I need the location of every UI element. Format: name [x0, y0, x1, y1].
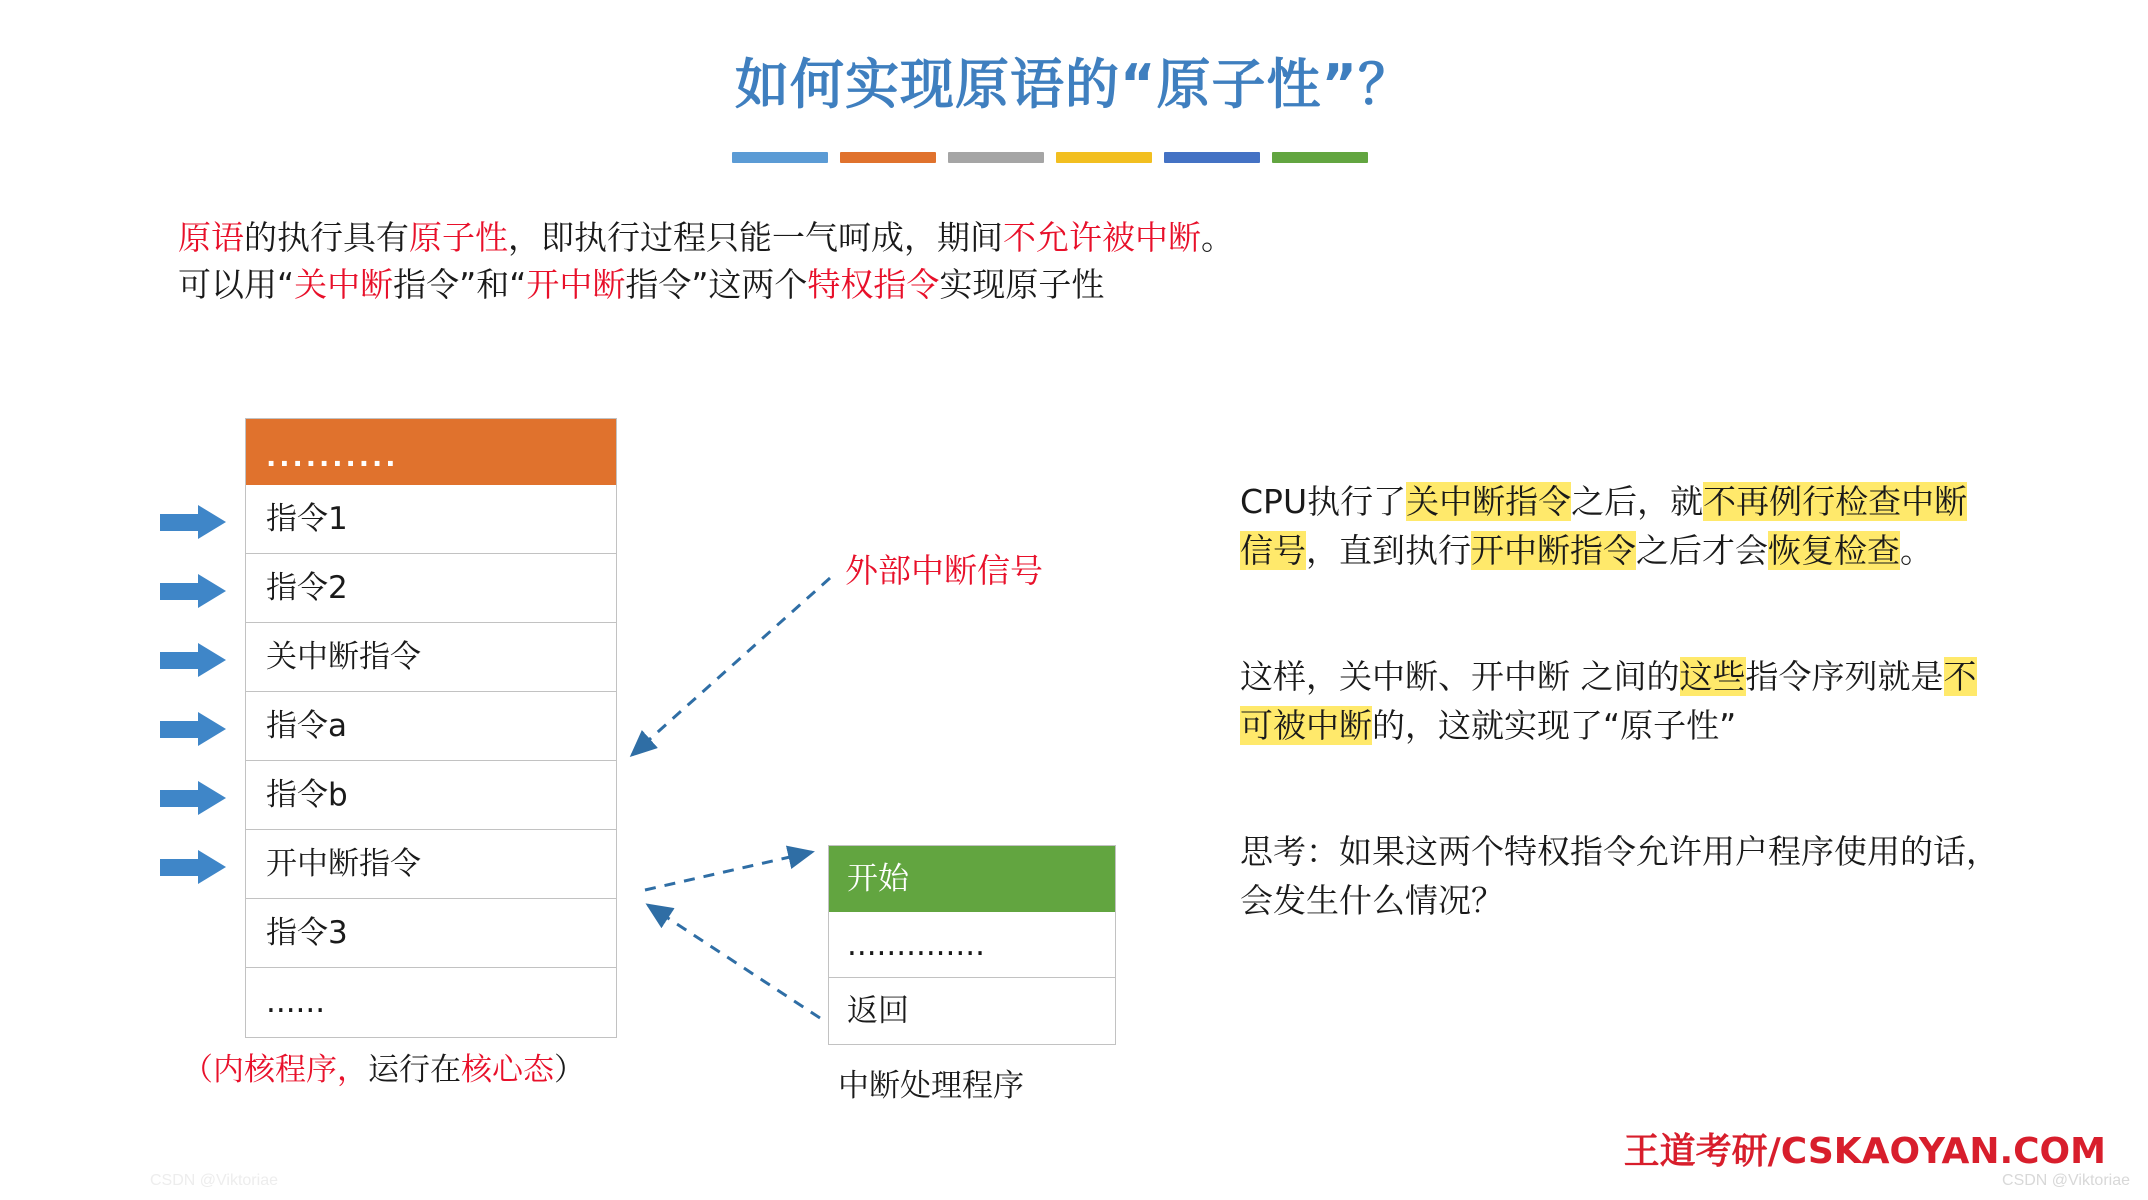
text-run: 运行在: [368, 1052, 461, 1088]
text-run: 实现原子性: [939, 264, 1105, 304]
intro-line-1: [178, 215, 1234, 262]
text-run: 关中断: [294, 264, 394, 304]
text-run: 恢复检查: [1768, 530, 1900, 570]
text-run: 的执行具有: [244, 218, 409, 257]
text-run: 不允许被中断: [1003, 218, 1201, 257]
text-run: ，即执行过程只能一气呵成，期间: [508, 218, 1003, 257]
external-interrupt-signal-label: 外部中断信号: [845, 551, 1043, 590]
interrupt-handler-caption: 中断处理程序: [838, 1068, 1024, 1104]
text-run: 这些: [1679, 657, 1746, 696]
text-run: 。: [1201, 218, 1234, 257]
text-run: 核心态: [461, 1052, 554, 1088]
connector-signal-to-code: [632, 578, 830, 755]
explanation-paragraph-2: [1240, 653, 2000, 750]
explanation-text: [1240, 478, 2000, 959]
table-row: 指令2: [246, 554, 616, 623]
divider-segment-2: [840, 152, 936, 163]
kernel-program-caption: [182, 1044, 585, 1089]
divider-segment-4: [1056, 152, 1152, 163]
text-run: 检查中断信号: [1240, 482, 1968, 570]
text-run: （: [182, 1052, 213, 1088]
text-run: 指令”和“: [393, 264, 527, 304]
text-run: 不再例行: [1703, 482, 1836, 521]
text-run: 开中断指令: [1471, 530, 1636, 570]
text-run: 才会: [1702, 530, 1768, 570]
text-run: 可以用“: [178, 264, 295, 304]
pointer-arrow-icon: [160, 850, 226, 884]
text-run: CPU执行了: [1240, 482, 1407, 521]
table-row: 指令3: [246, 899, 616, 968]
text-run: ）: [554, 1052, 585, 1088]
text-run: 。: [1900, 530, 1933, 570]
handler-row-header: 开始: [829, 846, 1115, 912]
divider-segment-5: [1164, 152, 1260, 163]
pointer-arrow-icon: [160, 505, 226, 539]
connector-handler-to-code: [648, 905, 820, 1018]
pointer-arrow-icon: [160, 712, 226, 746]
text-run: 思考：如果这两个特权指令允许用户程序: [1240, 832, 1834, 871]
divider-segment-1: [732, 152, 828, 163]
intro-line-2: [178, 262, 1234, 309]
divider-segment-6: [1272, 152, 1368, 163]
connector-code-to-handler: [645, 852, 812, 890]
table-row: 指令b: [246, 761, 616, 830]
text-run: 列就是: [1844, 657, 1944, 696]
text-run: 原语: [178, 218, 244, 257]
text-run: 性”: [1686, 705, 1737, 745]
text-run: ，直到执行: [1306, 530, 1471, 570]
text-run: 之后: [1636, 530, 1702, 570]
pointer-arrow-icon: [160, 781, 226, 815]
text-run: 使用的话，会发生什么情况？: [1240, 832, 1999, 920]
handler-row: ..............: [829, 912, 1115, 978]
text-run: 特权指令: [807, 264, 940, 304]
text-run: 之后，就: [1571, 482, 1704, 521]
intro-paragraph: [178, 215, 1234, 309]
table-row: 开中断指令: [246, 830, 616, 899]
text-run: 关中断指令: [1406, 482, 1572, 521]
page-title: 如何实现原语的“原子性”？: [735, 53, 1413, 116]
table-row-header: ..........: [246, 419, 616, 485]
watermark-right: CSDN @Viktoriae: [2002, 1172, 2130, 1189]
text-run: 原子性: [409, 218, 508, 257]
text-run: 指令序: [1745, 657, 1845, 696]
footer-brand: 王道考研/CSKAOYAN.COM: [1623, 1131, 2106, 1172]
text-run: 指令”这两个: [625, 264, 808, 304]
explanation-paragraph-3: [1240, 828, 2000, 925]
text-run: 不可被中断: [1240, 657, 1977, 745]
pointer-arrow-icon: [160, 574, 226, 608]
table-row: 指令a: [246, 692, 616, 761]
text-run: 内核程序，: [213, 1052, 368, 1088]
explanation-paragraph-1: [1240, 478, 2000, 575]
text-run: 这样，关中断、开中断 之间的: [1240, 657, 1680, 696]
table-row: ......: [246, 968, 616, 1037]
text-run: 开中断: [526, 264, 626, 304]
kernel-instruction-table: [245, 418, 617, 1038]
watermark-left: CSDN @Viktoriae: [150, 1172, 278, 1189]
table-row: 指令1: [246, 485, 616, 554]
handler-row: 返回: [829, 978, 1115, 1044]
title-divider: [732, 152, 1368, 163]
table-row: 关中断指令: [246, 623, 616, 692]
divider-segment-3: [948, 152, 1044, 163]
interrupt-handler-table: [828, 845, 1116, 1045]
text-run: 的，这就实现了“原子: [1372, 705, 1687, 745]
pointer-arrow-icon: [160, 643, 226, 677]
